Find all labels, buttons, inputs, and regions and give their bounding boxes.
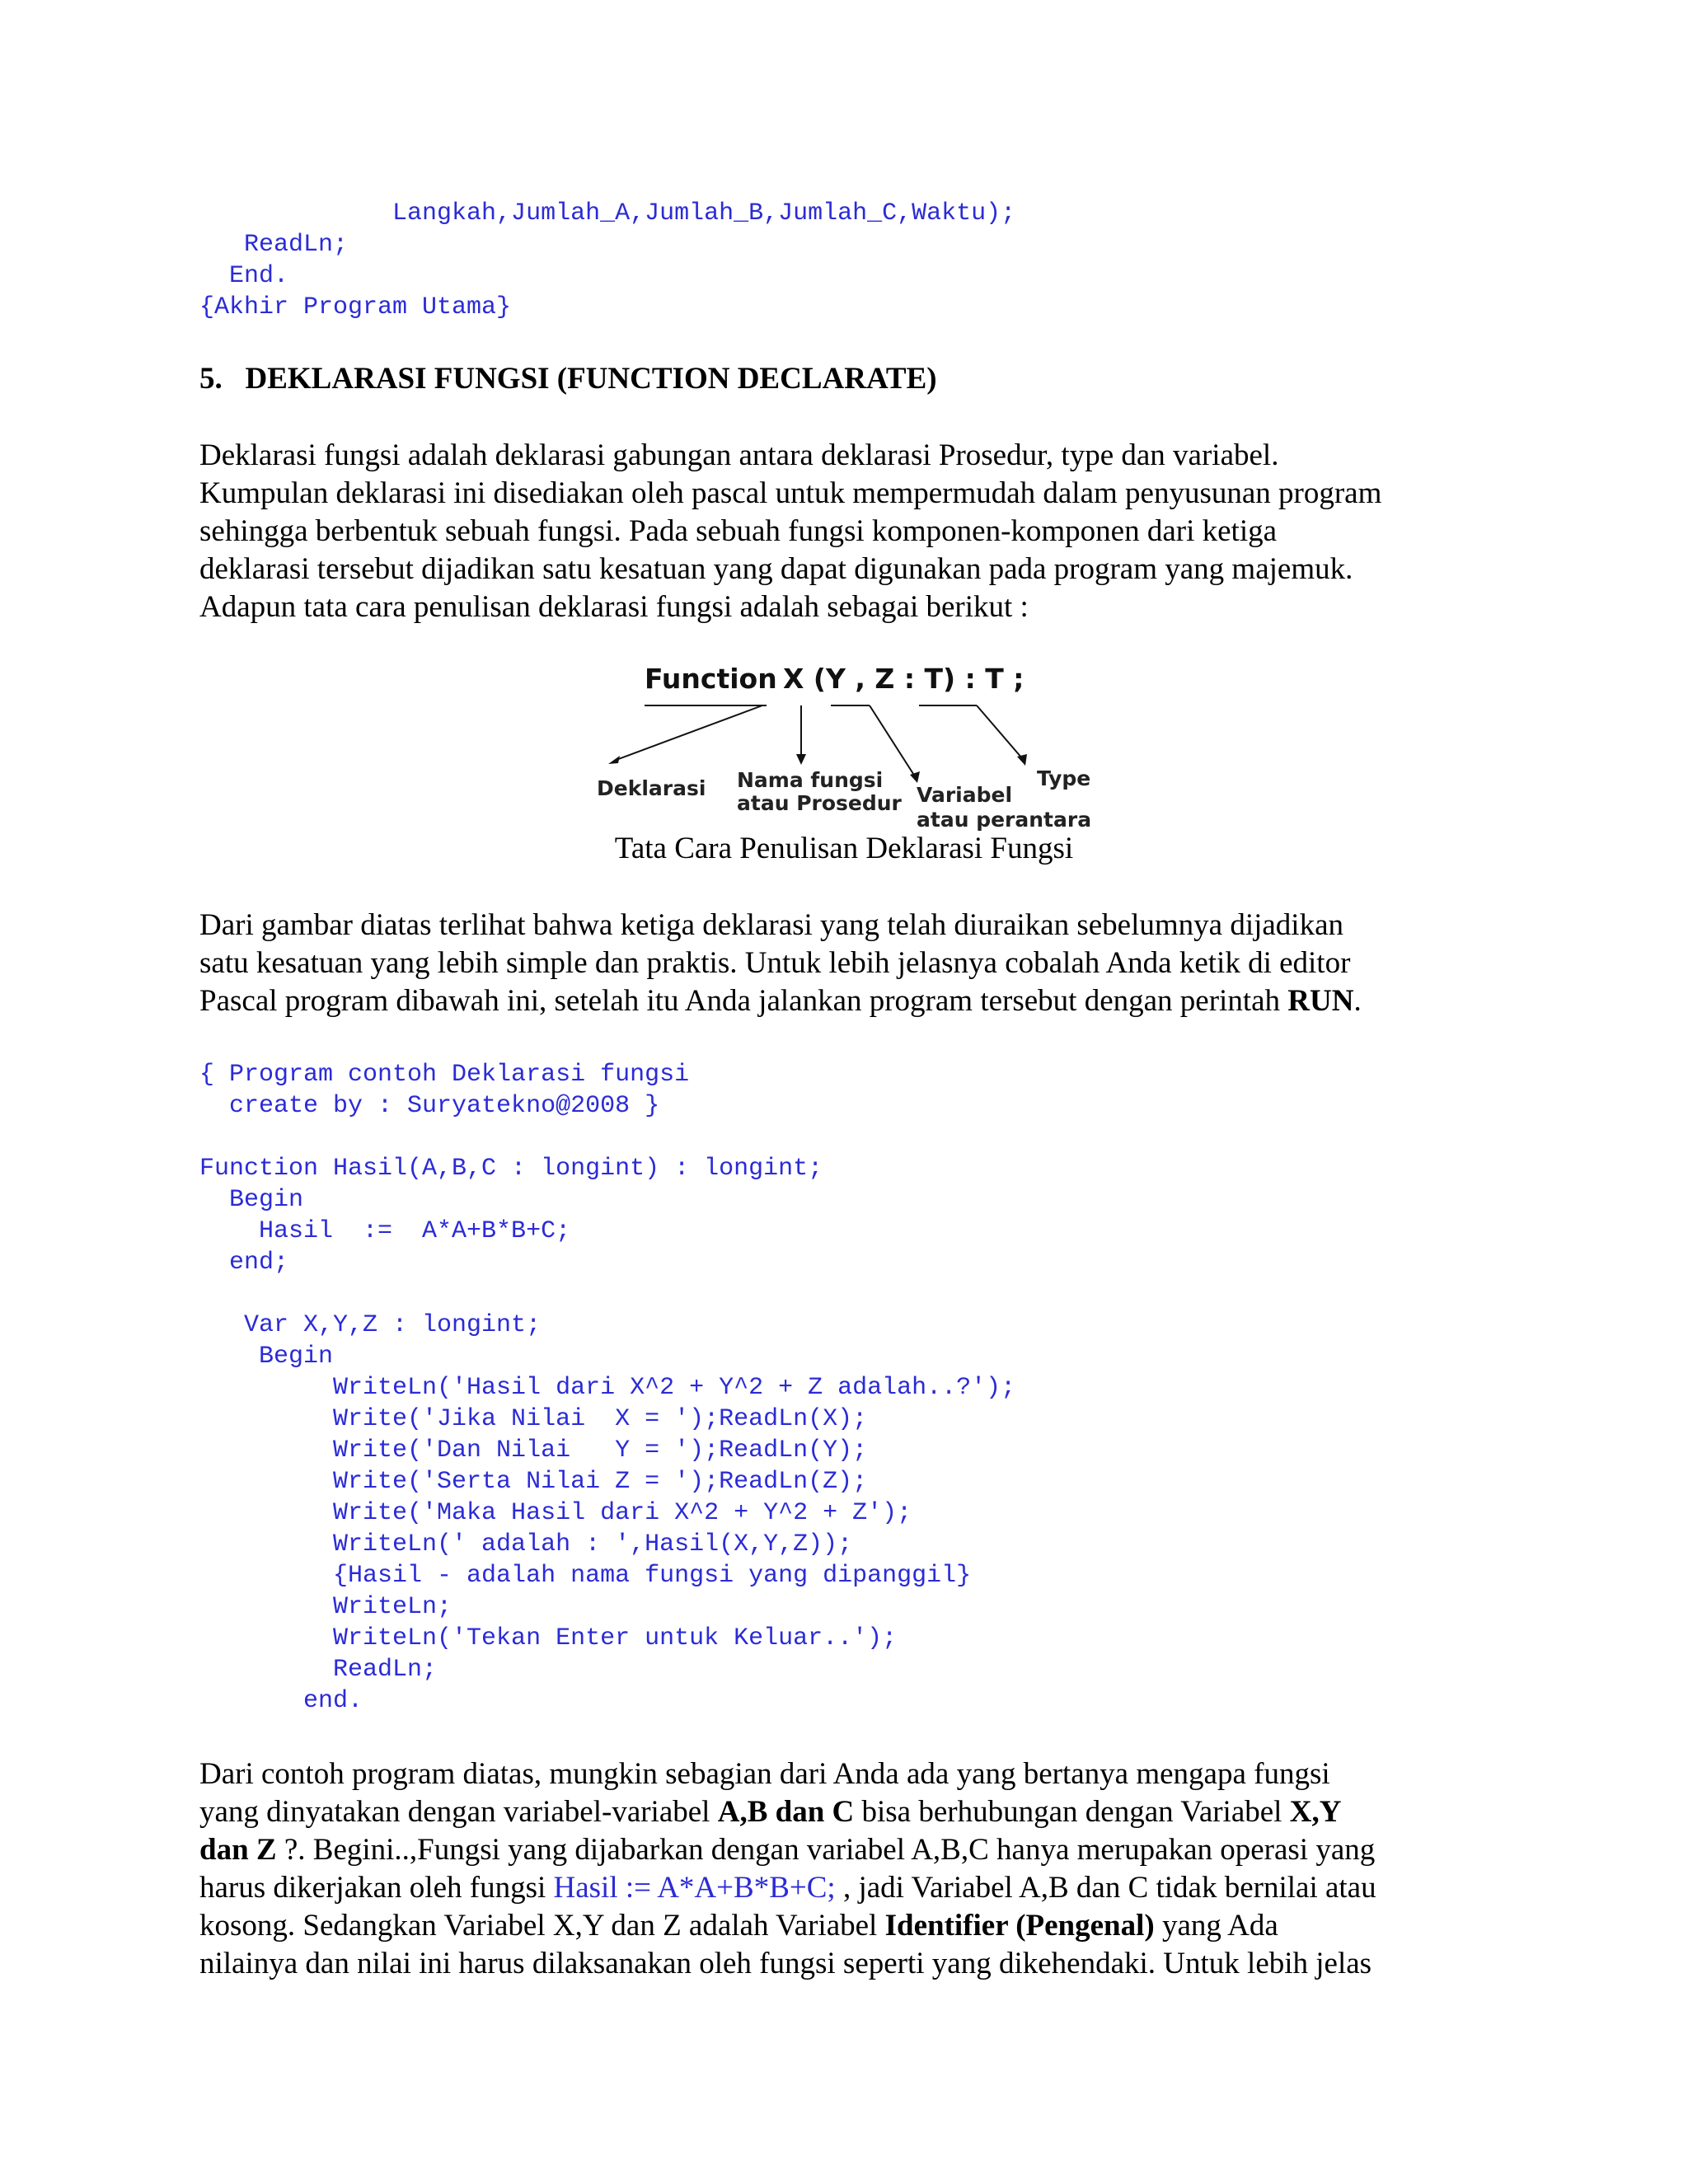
code-line: Begin (199, 1343, 334, 1371)
paragraph-line (199, 1831, 1376, 1869)
code-line: { Program contoh Deklarasi fungsi (199, 1061, 690, 1089)
code-line: Langkah,Jumlah_A,Jumlah_B,Jumlah_C,Waktu); (199, 199, 1016, 227)
code-line: Begin (199, 1186, 304, 1214)
paragraph-line: Kumpulan deklarasi ini disediakan oleh pascal untuk mempermudah dalam penyusunan program (199, 476, 1382, 510)
code-line: end. (199, 1687, 363, 1715)
arrowhead-icon (608, 756, 620, 764)
syntax-parameters: X (Y , Z : T) : T ; (783, 663, 1025, 695)
paragraph-text: , jadi Variabel A,B dan C tidak bernilai atau (835, 1871, 1376, 1905)
paragraph-line: satu kesatuan yang lebih simple dan praktis. Untuk lebih jelasnya cobalah Anda ketik di editor (199, 946, 1351, 980)
program-code-block (199, 1059, 1015, 1717)
label-atau-perantara: atau perantara (917, 808, 1092, 832)
paragraph-line: sehingga berbentuk sebuah fungsi. Pada sebuah fungsi komponen-komponen dari ketiga (199, 514, 1278, 548)
label-nama-fungsi: Nama fungsi (737, 768, 884, 792)
code-line: Var X,Y,Z : longint; (199, 1311, 542, 1339)
code-line: WriteLn('Tekan Enter untuk Keluar..'); (199, 1624, 898, 1652)
label-atau-prosedur: atau Prosedur (737, 791, 902, 815)
paragraph-line (199, 1907, 1376, 1945)
middle-paragraph (199, 907, 1362, 1020)
paragraph-line: nilainya dan nilai ini harus dilaksanakan oleh fungsi seperti yang dikehendaki. Untuk lebih jelas (199, 1947, 1372, 1980)
label-type: Type (1037, 766, 1091, 790)
label-variabel: Variabel (917, 783, 1013, 807)
code-line: WriteLn(' adalah : ',Hasil(X,Y,Z)); (199, 1530, 853, 1558)
paragraph-text: harus dikerjakan oleh fungsi (199, 1871, 554, 1905)
section-heading: 5. DEKLARASI FUNGSI (FUNCTION DECLARATE) (199, 362, 937, 396)
arrowhead-icon (796, 754, 806, 765)
arrowhead-icon (910, 771, 920, 783)
code-line: WriteLn('Hasil dari X^2 + Y^2 + Z adalah..?'); (199, 1374, 1016, 1402)
bold-text: X,Y (1289, 1795, 1342, 1829)
paragraph-text: Pascal program dibawah ini, setelah itu Anda jalankan program tersebut dengan perintah (199, 984, 1288, 1018)
code-line: end; (199, 1249, 289, 1277)
function-syntax-diagram (577, 651, 1137, 841)
paragraph-line (199, 1869, 1376, 1907)
code-line: Write('Dan Nilai Y = ');ReadLn(Y); (199, 1436, 868, 1465)
paragraph-line: deklarasi tersebut dijadikan satu kesatuan yang dapat digunakan pada program yang majemuk. (199, 552, 1353, 586)
paragraph-line: Deklarasi fungsi adalah deklarasi gabungan antara deklarasi Prosedur, type dan variabel. (199, 438, 1279, 472)
paragraph-text: yang dinyatakan dengan variabel-variabel (199, 1795, 718, 1829)
code-line: Hasil := A*A+B*B+C; (199, 1217, 571, 1245)
paragraph-text: kosong. Sedangkan Variabel X,Y dan Z adalah Variabel (199, 1909, 885, 1943)
paragraph-line (199, 1793, 1376, 1831)
paragraph-line: Dari contoh program diatas, mungkin sebagian dari Anda ada yang bertanya mengapa fungsi (199, 1757, 1330, 1791)
paragraph-line: Dari gambar diatas terlihat bahwa ketiga deklarasi yang telah diuraikan sebelumnya dijadikan (199, 908, 1344, 942)
bold-text: Identifier (Pengenal) (884, 1909, 1155, 1943)
paragraph-text: ?. Begini..,Fungsi yang dijabarkan dengan variabel A,B,C hanya merupakan operasi yang (276, 1833, 1376, 1867)
code-line: Write('Jika Nilai X = ');ReadLn(X); (199, 1405, 868, 1433)
intro-paragraph (199, 437, 1381, 626)
code-line: End. (199, 262, 289, 290)
figure-caption: Tata Cara Penulisan Deklarasi Fungsi (614, 832, 1074, 865)
code-line: {Akhir Program Utama} (199, 293, 512, 321)
code-line: Write('Serta Nilai Z = ');ReadLn(Z); (199, 1468, 868, 1496)
syntax-function-keyword: Function (645, 663, 777, 695)
paragraph-text: yang Ada (1154, 1909, 1278, 1943)
code-line: ReadLn; (199, 1656, 438, 1684)
inline-code: Hasil := A*A+B*B+C; (553, 1871, 836, 1905)
paragraph-line (199, 982, 1362, 1020)
code-line: Function Hasil(A,B,C : longint) : longint; (199, 1155, 823, 1183)
top-code-block (199, 198, 1015, 323)
code-line: WriteLn; (199, 1593, 452, 1621)
arrowhead-icon (1017, 754, 1027, 766)
bold-text: dan Z (199, 1833, 277, 1867)
code-line: Write('Maka Hasil dari X^2 + Y^2 + Z'); (199, 1499, 912, 1527)
closing-paragraph (199, 1755, 1376, 1983)
label-deklarasi: Deklarasi (597, 776, 706, 800)
code-line: ReadLn; (199, 231, 349, 259)
code-line: {Hasil - adalah nama fungsi yang dipanggil} (199, 1562, 972, 1590)
paragraph-text: bisa berhubungan dengan Variabel (854, 1795, 1290, 1829)
paragraph-text: . (1353, 984, 1362, 1018)
paragraph-line: Adapun tata cara penulisan deklarasi fungsi adalah sebagai berikut : (199, 590, 1029, 624)
bold-text: A,B dan C (717, 1795, 855, 1829)
code-line: create by : Suryatekno@2008 } (199, 1092, 660, 1120)
run-keyword: RUN (1287, 984, 1354, 1018)
